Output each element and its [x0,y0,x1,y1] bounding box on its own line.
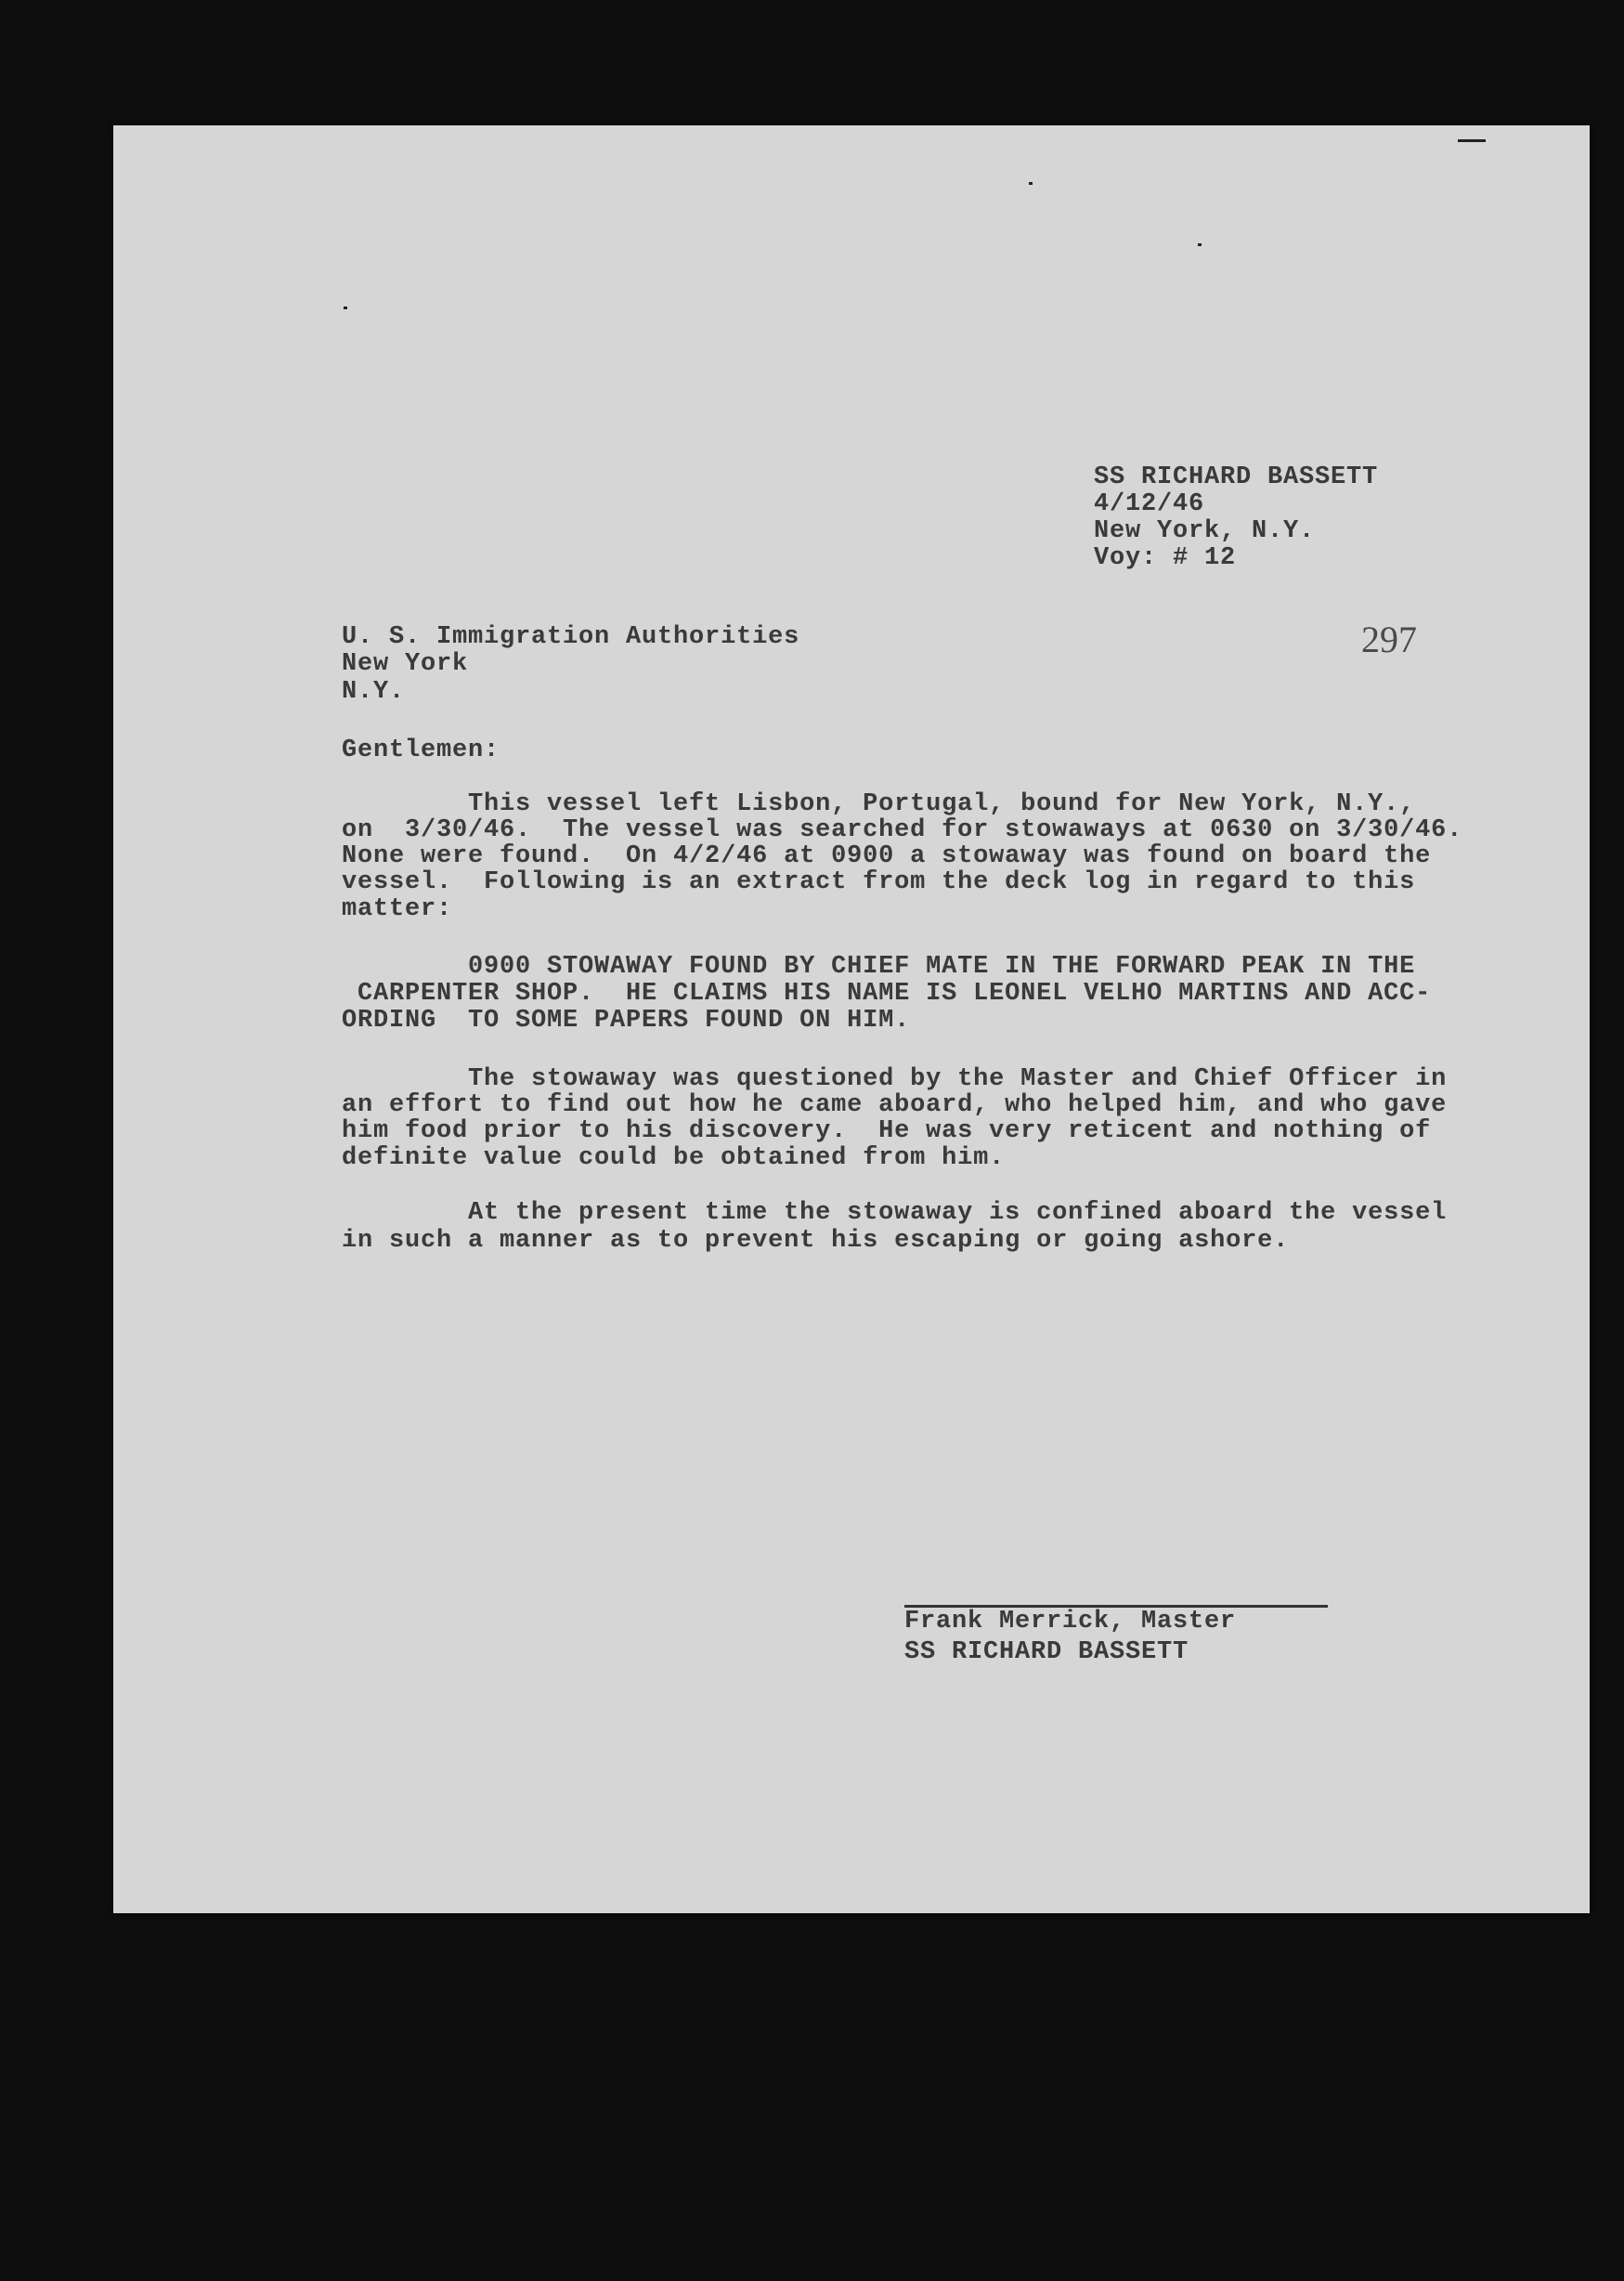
body-line: on 3/30/46. The vessel was searched for stowaways at 0630 on 3/30/46. [342,816,1463,844]
body-line: None were found. On 4/2/46 at 0900 a stowaway was found on board the [342,842,1432,870]
voyage-number: Voy: # 12 [1094,544,1237,572]
letter-date: 4/12/46 [1094,490,1205,518]
log-line: 0900 STOWAWAY FOUND BY CHIEF MATE IN THE FORWARD PEAK IN THE [342,953,1416,981]
addressee-line: New York [342,650,469,678]
body-line: an effort to find out how he came aboard, who helped him, and who gave [342,1091,1448,1119]
speck [1458,139,1486,142]
speck [1029,182,1033,185]
signer-ship: SS RICHARD BASSETT [904,1638,1189,1666]
body-line: matter: [342,895,453,923]
ship-name: SS RICHARD BASSETT [1094,463,1379,491]
salutation: Gentlemen: [342,736,500,764]
body-line: vessel. Following is an extract from the deck log in regard to this [342,868,1416,896]
addressee-line: U. S. Immigration Authorities [342,623,800,651]
log-line: CARPENTER SHOP. HE CLAIMS HIS NAME IS LEONEL VELHO MARTINS AND ACC- [342,980,1432,1008]
page-number: 297 [1361,619,1417,660]
body-line: in such a manner as to prevent his escaping or going ashore. [342,1227,1290,1255]
body-line: The stowaway was questioned by the Master and Chief Officer in [342,1065,1448,1093]
letter-location: New York, N.Y. [1094,517,1316,545]
body-line: definite value could be obtained from him. [342,1144,1006,1172]
log-line: ORDING TO SOME PAPERS FOUND ON HIM. [342,1007,911,1035]
signer-name: Frank Merrick, Master [904,1608,1237,1636]
body-line: him food prior to his discovery. He was very reticent and nothing of [342,1117,1432,1145]
body-line: This vessel left Lisbon, Portugal, bound for New York, N.Y., [342,790,1416,818]
addressee-line: N.Y. [342,678,406,706]
speck [1198,243,1202,246]
speck [344,306,347,309]
body-line: At the present time the stowaway is confined aboard the vessel [342,1199,1448,1227]
